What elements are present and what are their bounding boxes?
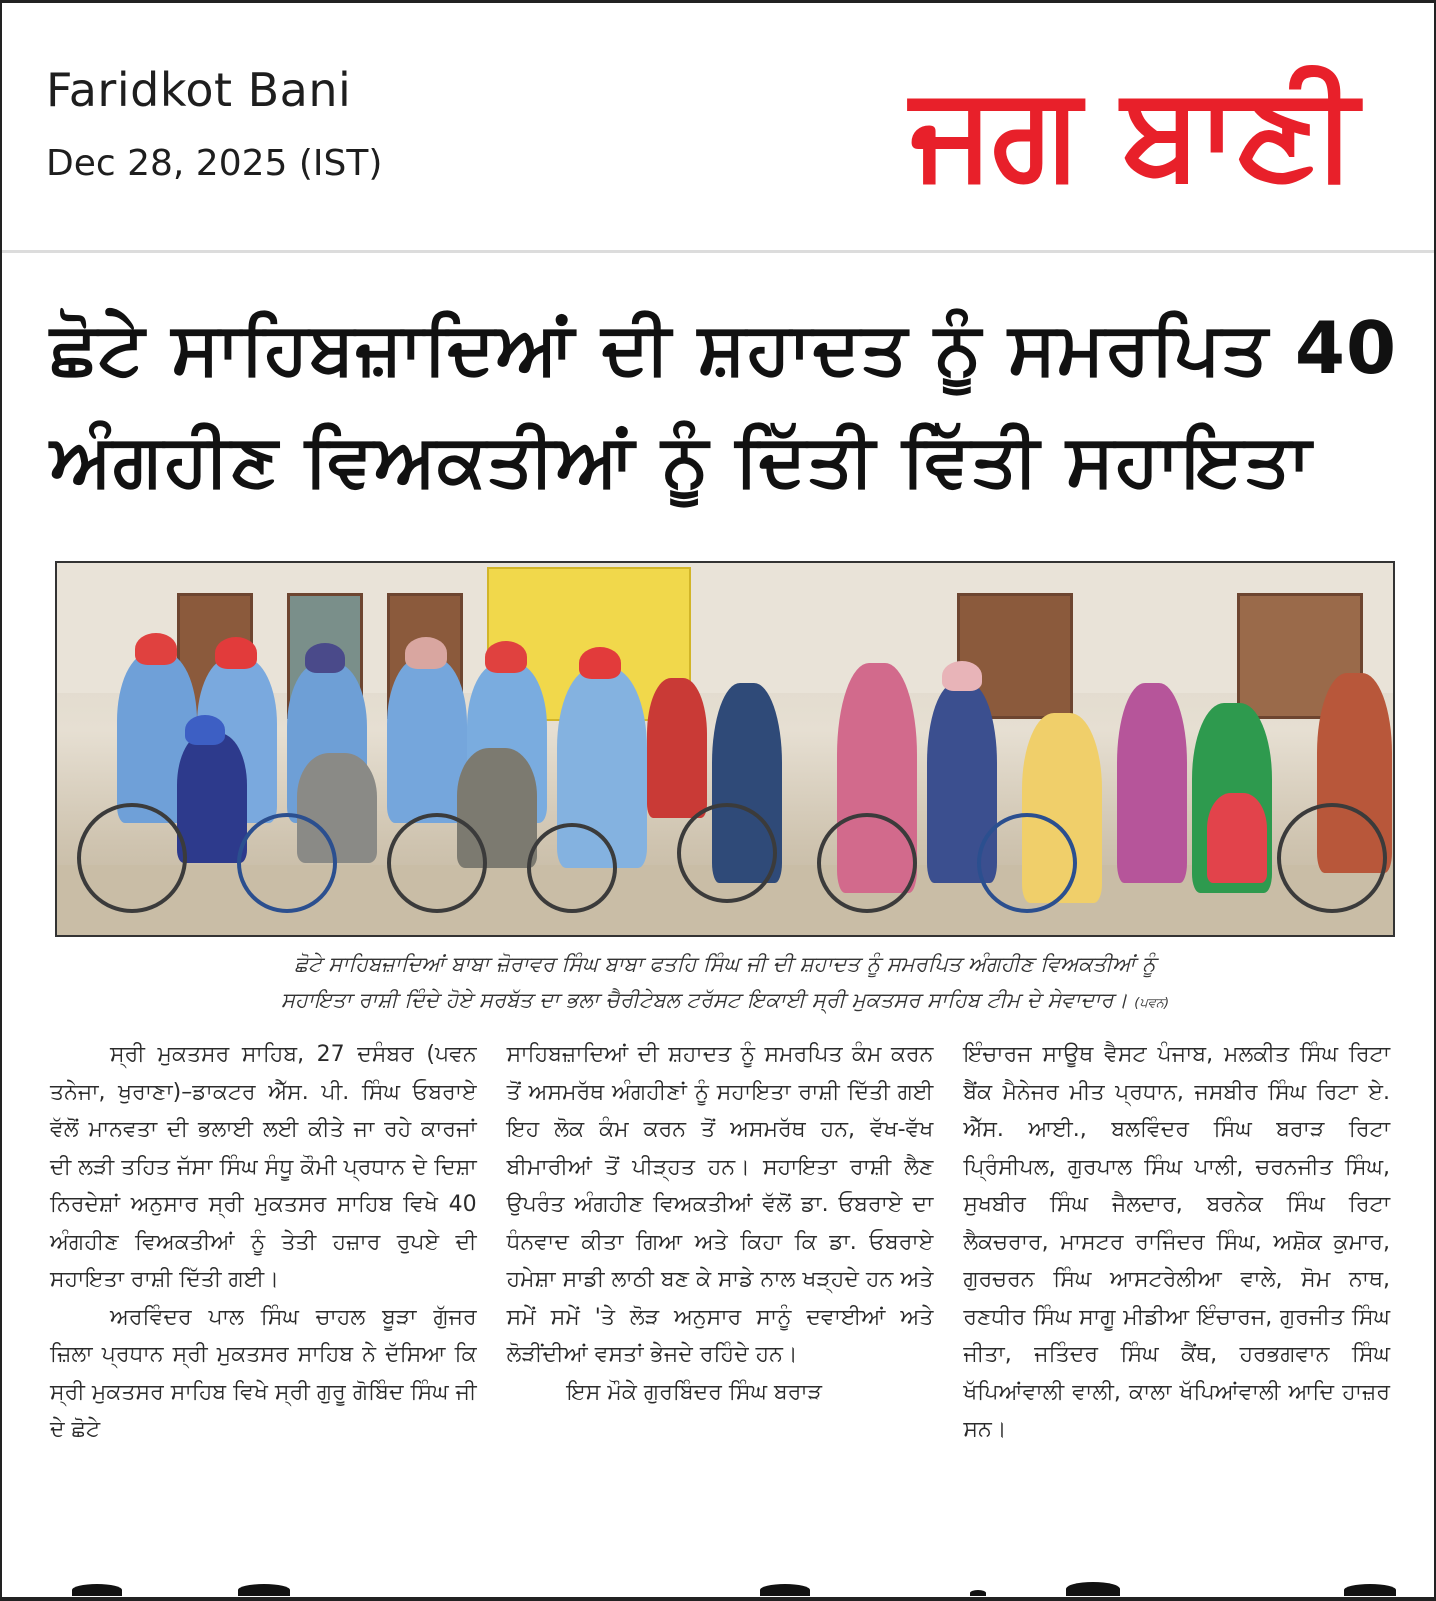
photo-tricycle-wheel [387,813,487,913]
article-column-3 [963,1036,1390,1556]
photo-tricycle-wheel [1277,803,1387,913]
photo-person [1117,683,1187,883]
photo-turban [215,637,257,669]
photo-turban [485,641,527,673]
source-name: Faridkot Bani [46,63,352,117]
article-paragraph: ਅਰਵਿੰਦਰ ਪਾਲ ਸਿੰਘ ਚਾਹਲ ਬੂੜਾ ਗੁੱਜਰ ਜ਼ਿਲਾ ਪ੍ਰਧਾਨ ਸ੍ਰੀ ਮੁਕਤਸਰ ਸਾਹਿਬ ਨੇ ਦੱਸਿਆ ਕਿ ਸ੍ਰੀ ਮੁਕਤਸਰ ਸਾਹਿਬ ਵਿਖੇ ਸ੍ਰੀ ਗੁਰੂ ਗੋਬਿੰਦ ਸਿੰਘ ਜੀ ਦੇ ਛੋਟੇ [50,1304,477,1442]
cropped-glyph [238,1584,290,1596]
photo-tricycle-wheel [677,803,777,903]
photo-person [387,658,467,823]
clipping-header [2,3,1434,249]
cropped-glyph [970,1590,986,1596]
cropped-glyph [1344,1584,1396,1596]
cropped-next-headline [0,1578,1436,1596]
caption-line-2 [80,982,1370,1022]
photo-tricycle-wheel [527,823,617,913]
photo-person [647,678,707,818]
caption-line-1: ਛੋਟੇ ਸਾਹਿਬਜ਼ਾਦਿਆਂ ਬਾਬਾ ਜ਼ੋਰਾਵਰ ਸਿੰਘ ਬਾਬਾ ਫਤਹਿ ਸਿੰਘ ਜੀ ਦੀ ਸ਼ਹਾਦਤ ਨੂੰ ਸਮਰਪਿਤ ਅੰਗਹੀਣ ਵਿਅਕਤੀਆਂ ਨੂੰ [294,952,1156,976]
headline-line-1: ਛੋਟੇ ਸਾਹਿਬਜ਼ਾਦਿਆਂ ਦੀ ਸ਼ਹਾਦਤ ਨੂੰ ਸਮਰਪਿਤ 40 [50,306,1398,390]
photo-tricycle-wheel [237,813,337,913]
photo-turban [942,661,982,691]
photo-turban [305,643,345,673]
article-paragraph: ਇੰਚਾਰਜ ਸਾਊਥ ਵੈਸਟ ਪੰਜਾਬ, ਮਲਕੀਤ ਸਿੰਘ ਰਿਟਾ ਬੈਂਕ ਮੈਨੇਜਰ ਮੀਤ ਪ੍ਰਧਾਨ, ਜਸਬੀਰ ਸਿੰਘ ਰਿਟਾ ਏ. ਐੱਸ. ਆਈ., ਬਲਵਿੰਦਰ ਸਿੰਘ ਬਰਾੜ ਰਿਟਾ ਪ੍ਰਿੰਸੀਪਲ, ਗੁਰਪਾਲ ਸਿੰਘ ਪਾਲੀ, ਚਰਨਜੀਤ ਸਿੰਘ, ਸੁਖਬੀਰ ਸਿੰਘ ਜੈਲਦਾਰ, ਬਰਨੇਕ ਸਿੰਘ ਰਿਟਾ ਲੈਕਚਰਾਰ, ਮਾਸਟਰ ਰਾਜਿੰਦਰ ਸਿੰਘ, ਅਸ਼ੋਕ ਕੁਮਾਰ, ਗੁਰਚਰਨ ਸਿੰਘ ਆਸਟਰੇਲੀਆ ਵਾਲੇ, ਸੋਮ ਨਾਥ, ਰਣਧੀਰ ਸਿੰਘ ਸਾਗੂ ਮੀਡੀਆ ਇੰਚਾਰਜ, ਗੁਰਜੀਤ ਸਿੰਘ ਜੀਤਾ, ਜਤਿੰਦਰ ਸਿੰਘ ਕੈਂਥ, ਹਰਭਗਵਾਨ ਸਿੰਘ ਖੱਪਿਆਂਵਾਲੀ ਵਾਲੀ, ਕਾਲਾ ਖੱਪਿਆਂਵਾਲੀ ਆਦਿ ਹਾਜ਼ਰ ਸਨ। [963,1042,1391,1442]
publication-date: Dec 28, 2025 (IST) [46,143,383,184]
headline-line-2: ਅੰਗਹੀਣ ਵਿਅਕਤੀਆਂ ਨੂੰ ਦਿੱਤੀ ਵਿੱਤੀ ਸਹਾਇਤਾ [50,418,1313,502]
article-paragraph: ਸਾਹਿਬਜ਼ਾਦਿਆਂ ਦੀ ਸ਼ਹਾਦਤ ਨੂੰ ਸਮਰਪਿਤ ਕੰਮ ਕਰਨ ਤੋਂ ਅਸਮਰੱਥ ਅੰਗਹੀਣਾਂ ਨੂੰ ਸਹਾਇਤਾ ਰਾਸ਼ੀ ਦਿੱਤੀ ਗਈ ਇਹ ਲੋਕ ਕੰਮ ਕਰਨ ਤੋਂ ਅਸਮਰੱਥ ਹਨ, ਵੱਖ-ਵੱਖ ਬੀਮਾਰੀਆਂ ਤੋਂ ਪੀੜ੍ਹਤ ਹਨ। ਸਹਾਇਤਾ ਰਾਸ਼ੀ ਲੈਣ ਉਪਰੰਤ ਅੰਗਹੀਣ ਵਿਅਕਤੀਆਂ ਵੱਲੋਂ ਡਾ. ਓਬਰਾਏ ਦਾ ਧੰਨਵਾਦ ਕੀਤਾ ਗਿਆ ਅਤੇ ਕਿਹਾ ਕਿ ਡਾ. ਓਬਰਾਏ ਹਮੇਸ਼ਾ ਸਾਡੀ ਲਾਠੀ ਬਣ ਕੇ ਸਾਡੇ ਨਾਲ ਖੜ੍ਹਦੇ ਹਨ ਅਤੇ ਸਮੇਂ ਸਮੇਂ 'ਤੇ ਲੋੜ ਅਨੁਸਾਰ ਸਾਨੂੰ ਦਵਾਈਆਂ ਅਤੇ ਲੋੜੀਂਦੀਆਂ ਵਸਤਾਂ ਭੇਜਦੇ ਰਹਿੰਦੇ ਹਨ। [506,1042,934,1367]
photo-tricycle-wheel [817,813,917,913]
article-headline [50,292,1398,516]
photo-tricycle-wheel [77,803,187,913]
photo-credit: (ਪਵਨ) [1134,996,1170,1011]
cropped-glyph [760,1584,810,1596]
photo-turban [405,637,447,669]
article-column-1 [50,1036,477,1556]
article-column-2 [507,1036,934,1556]
caption-line-2-text: ਸਹਾਇਤਾ ਰਾਸ਼ੀ ਦਿੰਦੇ ਹੋਏ ਸਰਬੱਤ ਦਾ ਭਲਾ ਚੈਰੀਟੇਬਲ ਟਰੱਸਟ ਇਕਾਈ ਸ੍ਰੀ ਮੁਕਤਸਰ ਸਾਹਿਬ ਟੀਮ ਦੇ ਸੇਵਾਦਾਰ। [280,988,1128,1012]
article-paragraph: ਸ੍ਰੀ ਮੁਕਤਸਰ ਸਾਹਿਬ, 27 ਦਸੰਬਰ (ਪਵਨ ਤਨੇਜਾ, ਖੁਰਾਣਾ)–ਡਾਕਟਰ ਐੱਸ. ਪੀ. ਸਿੰਘ ਓਬਰਾਏ ਵੱਲੋਂ ਮਾਨਵਤਾ ਦੀ ਭਲਾਈ ਲਈ ਕੀਤੇ ਜਾ ਰਹੇ ਕਾਰਜਾਂ ਦੀ ਲੜੀ ਤਹਿਤ ਜੱਸਾ ਸਿੰਘ ਸੰਧੂ ਕੌਮੀ ਪ੍ਰਧਾਨ ਦੇ ਦਿਸ਼ਾ ਨਿਰਦੇਸ਼ਾਂ ਅਨੁਸਾਰ ਸ੍ਰੀ ਮੁਕਤਸਰ ਸਾਹਿਬ ਵਿਖੇ 40 ਅੰਗਹੀਣ ਵਿਅਕਤੀਆਂ ਨੂੰ ਤੇਤੀ ਹਜ਼ਾਰ ਰੁਪਏ ਦੀ ਸਹਾਇਤਾ ਰਾਸ਼ੀ ਦਿੱਤੀ ਗਈ। [50,1042,477,1292]
cropped-glyph [72,1584,122,1596]
article-body [50,1036,1390,1556]
photo-person [1207,793,1267,883]
photo-turban [579,647,621,679]
photo-turban [185,715,225,745]
article-photo [55,561,1395,937]
photo-tricycle-wheel [977,813,1077,913]
header-divider [2,250,1434,253]
cropped-glyph [1066,1582,1120,1596]
photo-person [177,733,247,863]
photo-turban [135,633,177,665]
photo-caption [80,946,1370,1022]
newspaper-logo: ਜਗ ਬਾਣੀ [910,58,1356,207]
article-paragraph: ਇਸ ਮੌਕੇ ਗੁਰਬਿੰਦਰ ਸਿੰਘ ਬਰਾੜ [566,1379,822,1405]
